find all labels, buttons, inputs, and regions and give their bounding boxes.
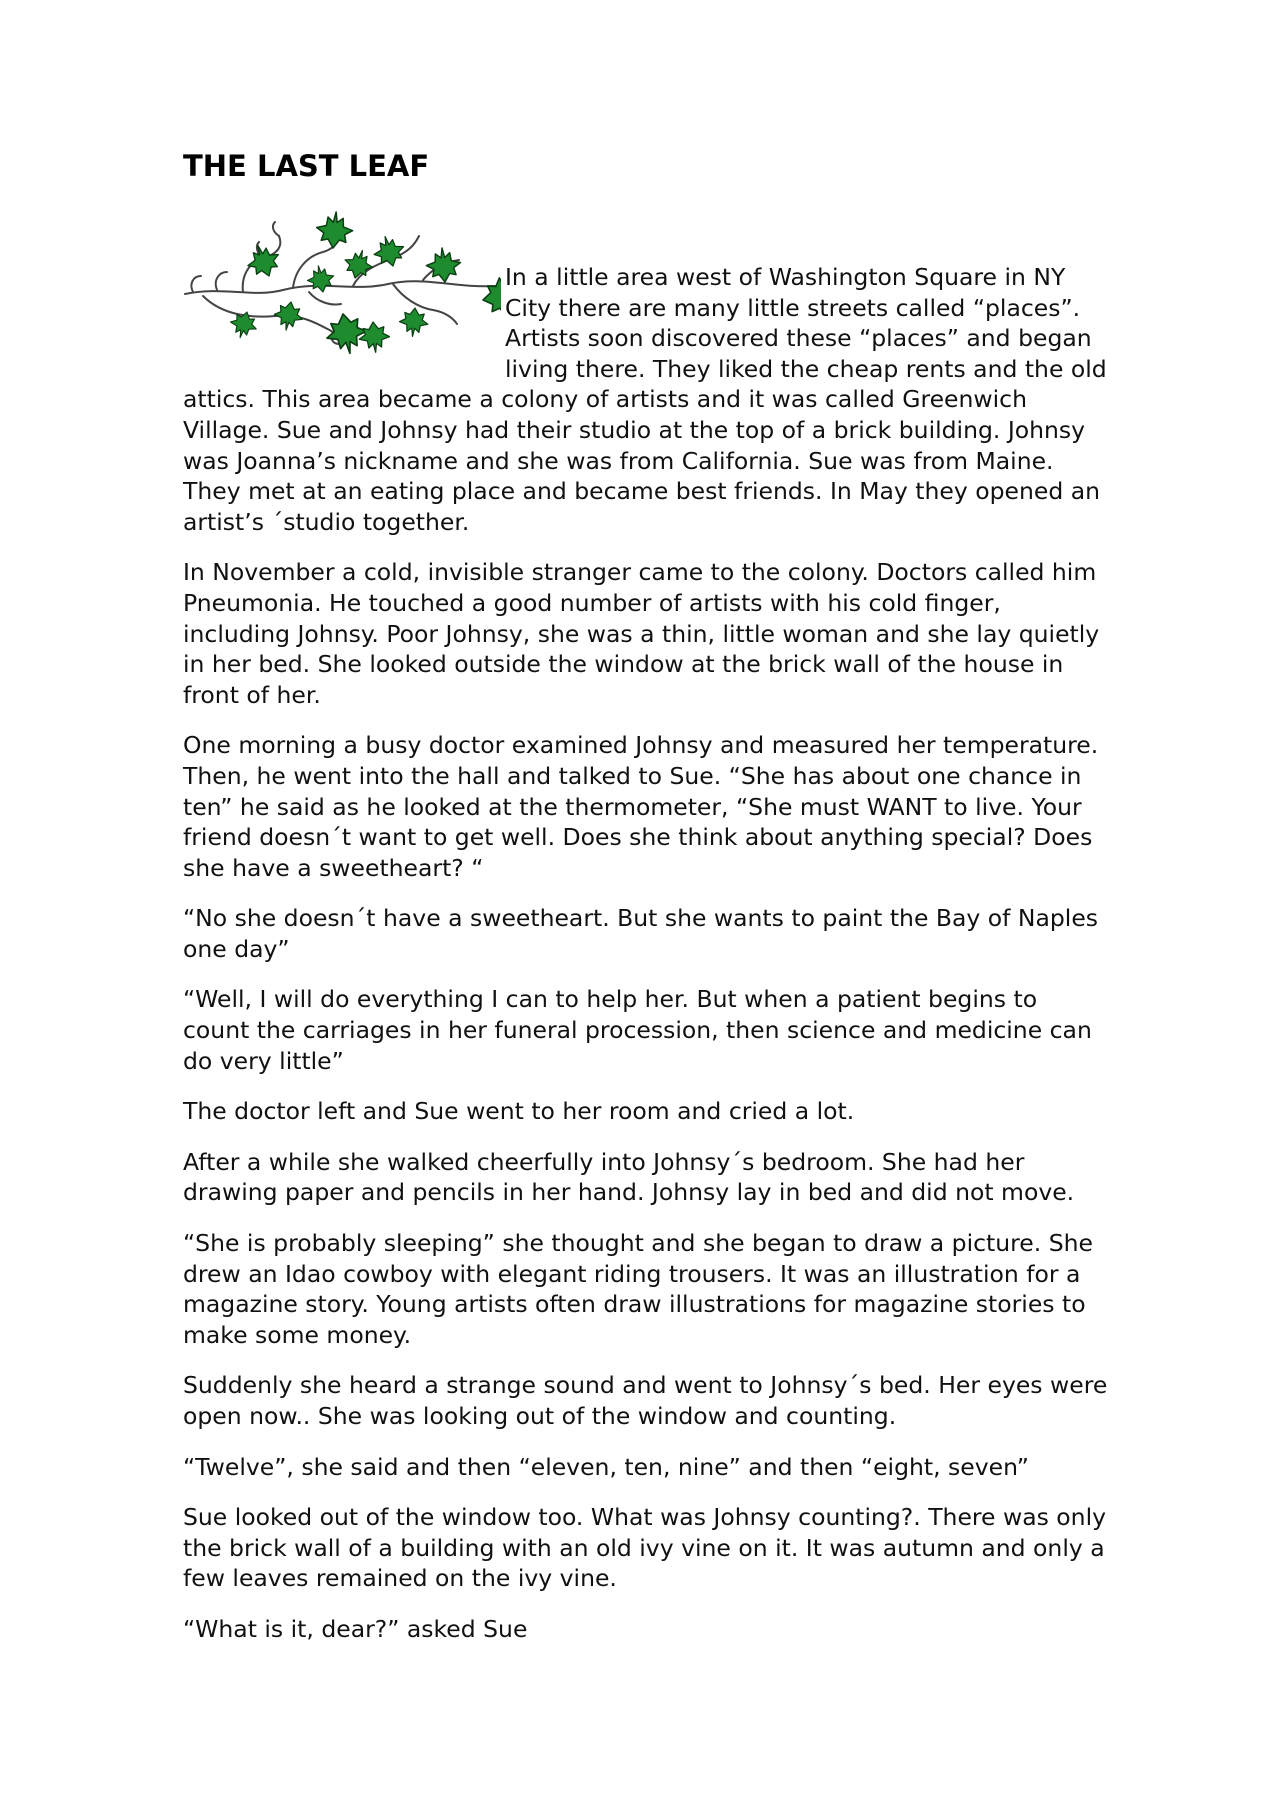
paragraph: Sue looked out of the window too. What was Johnsy counting?. There was only the brick wall of a building with an old ivy vine on it. It was autumn and only a few leaves remained on the ivy vine. — [183, 1503, 1107, 1593]
paragraph: In November a cold, invisible stranger came to the colony. Doctors called him Pneumonia. He touched a good number of artists with his cold finger, including Johnsy. Poor Johnsy, she was a thin, little woman and she lay quietly in her bed. She looked outside the window at the brick wall of the house in front of her. — [183, 558, 1100, 709]
paragraph: “Twelve”, she said and then “eleven, ten, nine” and then “eight, seven” — [183, 1452, 1029, 1481]
paragraph: In a little area west of Washington Square in NY City there are many little streets called “places”. Artists soon discovered these “places” and began living there. They liked the cheap rents and the old attics. This area became a colony of artists and it was called Greenwich Village. Sue and Johnsy had their studio at the top of a brick building. Johnsy was Joanna’s nickname and she was from California. Sue was from Maine. They met at an eating place and became best friends. In May they opened an artist’s ´studio together. — [183, 263, 1107, 536]
ivy-vine-icon — [183, 206, 501, 368]
paragraph: “Well, I will do everything I can to help her. But when a patient begins to count the carriages in her funeral procession, then science and medicine can do very little” — [183, 985, 1092, 1075]
paragraph: The doctor left and Sue went to her room and cried a lot. — [183, 1097, 855, 1126]
paragraph: After a while she walked cheerfully into Johnsy´s bedroom. She had her drawing paper and pencils in her hand. Johnsy lay in bed and did not move. — [183, 1147, 1075, 1207]
document-page — [183, 146, 1108, 1645]
paragraph: “No she doesn´t have a sweetheart. But she wants to paint the Bay of Naples one day” — [183, 904, 1099, 963]
paragraph: One morning a busy doctor examined Johnsy and measured her temperature. Then, he went into the hall and talked to Sue. “She has about one chance in ten” he said as he looked at the thermometer, “She must WANT to live. Your friend doesn´t want to get well. Does she think about anything special? Does she have a sweetheart? “ — [183, 731, 1099, 882]
paragraph: “She is probably sleeping” she thought and she began to draw a picture. She drew an Idao cowboy with elegant riding trousers. It was an illustration for a magazine story. Young artists often draw illustrations for magazine stories to make some money. — [183, 1229, 1093, 1349]
paragraph: Suddenly she heard a strange sound and went to Johnsy´s bed. Her eyes were open now.. She was looking out of the window and counting. — [183, 1371, 1108, 1430]
document-title: THE LAST LEAF — [183, 149, 430, 183]
paragraph: “What is it, dear?” asked Sue — [183, 1614, 528, 1643]
